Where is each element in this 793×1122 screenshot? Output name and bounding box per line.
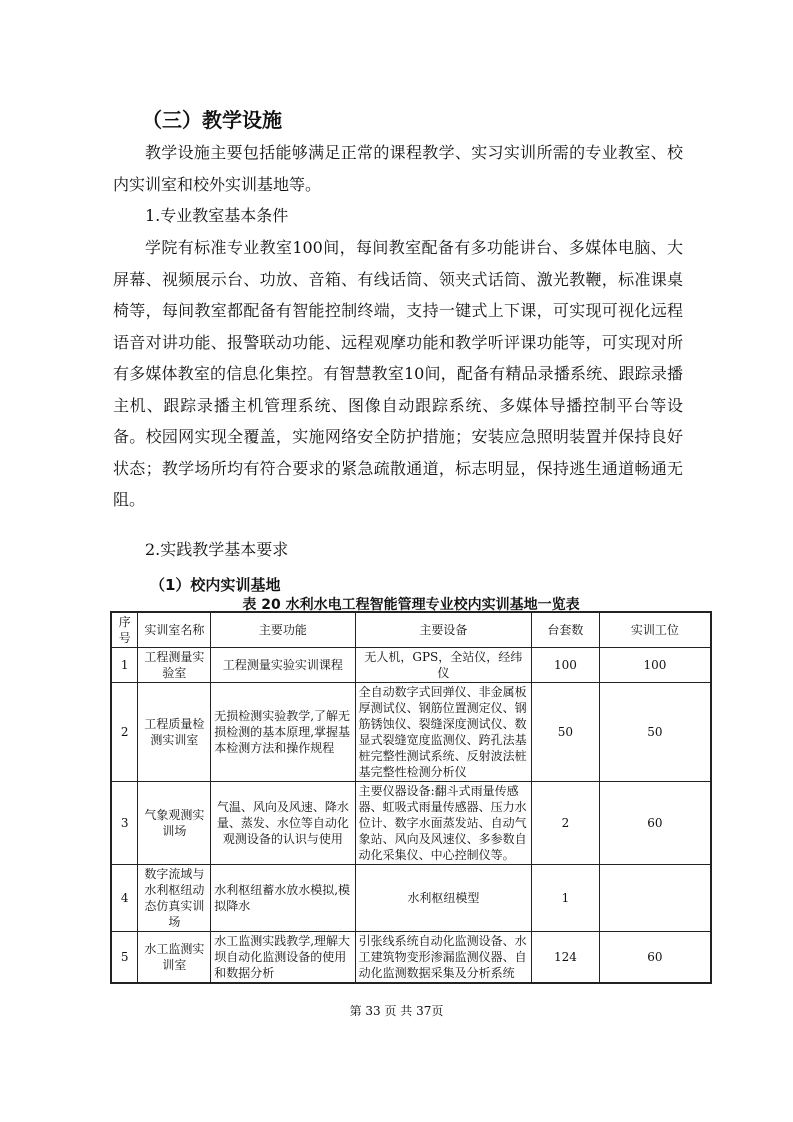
header-cell: 序号 — [111, 612, 138, 648]
table-row — [111, 683, 711, 782]
cell-stations: 60 — [599, 932, 711, 984]
classroom-paragraph: 学院有标准专业教室100间，每间教室配备有多功能讲台、多媒体电脑、大屏幕、视频展示台、功放、音箱、有线话筒、领夹式话筒、激光教鞭，标准课桌椅等，每间教室都配备有智能控制终端，支持一键式上下课，可实现可视化远程语音对讲功能、报警联动功能、远程观摩功能和教学听评课功能等，可实现对所有多媒体教室的信息化集控。有智慧教室10间，配备有精品录播系统、跟踪录播主机、跟踪录播主机管理系统、图像自动跟踪系统、多媒体导播控制平台等设备。校园网实现全覆盖，实施网络安全防护措施；安装应急照明装置并保持良好状态；教学场所均有符合要求的紧急疏散通道，标志明显，保持逃生通道畅通无阻。 — [113, 238, 683, 509]
cell-sets: 100 — [532, 648, 600, 683]
cell-index: 5 — [111, 932, 138, 984]
header-cell: 主要功能 — [211, 612, 355, 648]
cell-stations: 100 — [599, 648, 711, 683]
cell-stations: 50 — [599, 683, 711, 782]
cell-equipment: 引张线系统自动化监测设备、水工建筑物变形渗漏监测仪器、自动化监测数据采集及分析系统 — [355, 932, 531, 984]
cell-function: 气温、风向及风速、降水量、蒸发、水位等自动化观测设备的认识与使用 — [211, 782, 355, 865]
subheading-practice: 2.实践教学基本要求 — [145, 540, 289, 559]
header-cell: 实训工位 — [599, 612, 711, 648]
page-footer: 第 33 页 共 37页 — [349, 1004, 444, 1018]
table-row — [111, 932, 711, 984]
cell-function: 水利枢纽蓄水放水模拟,模拟降水 — [211, 865, 355, 932]
cell-sets: 124 — [532, 932, 600, 984]
table-row — [111, 865, 711, 932]
intro-paragraph: 教学设施主要包括能够满足正常的课程教学、实习实训所需的专业教室、校内实训室和校外实训基地等。 — [113, 143, 683, 194]
cell-function: 无损检测实验教学,了解无损检测的基本原理,掌握基本检测方法和操作规程 — [211, 683, 355, 782]
section-heading: （三）教学设施 — [142, 108, 282, 132]
table-caption: 表 20 水利水电工程智能管理专业校内实训基地一览表 — [242, 597, 580, 613]
cell-name: 水工监测实训室 — [138, 932, 211, 984]
cell-sets: 1 — [532, 865, 600, 932]
cell-index: 4 — [111, 865, 138, 932]
table-header-row — [111, 612, 711, 648]
cell-function: 工程测量实验实训课程 — [211, 648, 355, 683]
cell-name: 工程质量检测实训室 — [138, 683, 211, 782]
cell-equipment: 全自动数字式回弹仪、非金属板厚测试仪、钢筋位置测定仪、钢筋锈蚀仪、裂缝深度测试仪、数显式裂缝宽度监测仪、跨孔法基桩完整性测试系统、反射波法桩基完整性检测分析仪 — [355, 683, 531, 782]
cell-index: 1 — [111, 648, 138, 683]
cell-equipment: 无人机，GPS，全站仪，经纬仪 — [355, 648, 531, 683]
header-cell: 主要设备 — [355, 612, 531, 648]
cell-function: 水工监测实践教学,理解大坝自动化监测设备的使用和数据分析 — [211, 932, 355, 984]
cell-index: 2 — [111, 683, 138, 782]
subheading-onsite-base: （1）校内实训基地 — [150, 576, 281, 594]
header-cell: 台套数 — [532, 612, 600, 648]
header-cell: 实训室名称 — [138, 612, 211, 648]
table-row — [111, 782, 711, 865]
table-row — [111, 648, 711, 683]
cell-stations — [599, 865, 711, 932]
cell-sets: 50 — [532, 683, 600, 782]
cell-stations: 60 — [599, 782, 711, 865]
subheading-classroom: 1.专业教室基本条件 — [145, 206, 289, 225]
cell-sets: 2 — [532, 782, 600, 865]
cell-name: 气象观测实训场 — [138, 782, 211, 865]
cell-equipment: 水利枢纽模型 — [355, 865, 531, 932]
cell-name: 数字流域与水利枢纽动态仿真实训场 — [138, 865, 211, 932]
training-base-table — [110, 611, 712, 984]
cell-name: 工程测量实验室 — [138, 648, 211, 683]
cell-equipment: 主要仪器设备:翻斗式雨量传感器、虹吸式雨量传感器、压力水位计、数字水面蒸发站、自动气象站、风向及风速仪、多参数自动化采集仪、中心控制仪等。 — [355, 782, 531, 865]
cell-index: 3 — [111, 782, 138, 865]
